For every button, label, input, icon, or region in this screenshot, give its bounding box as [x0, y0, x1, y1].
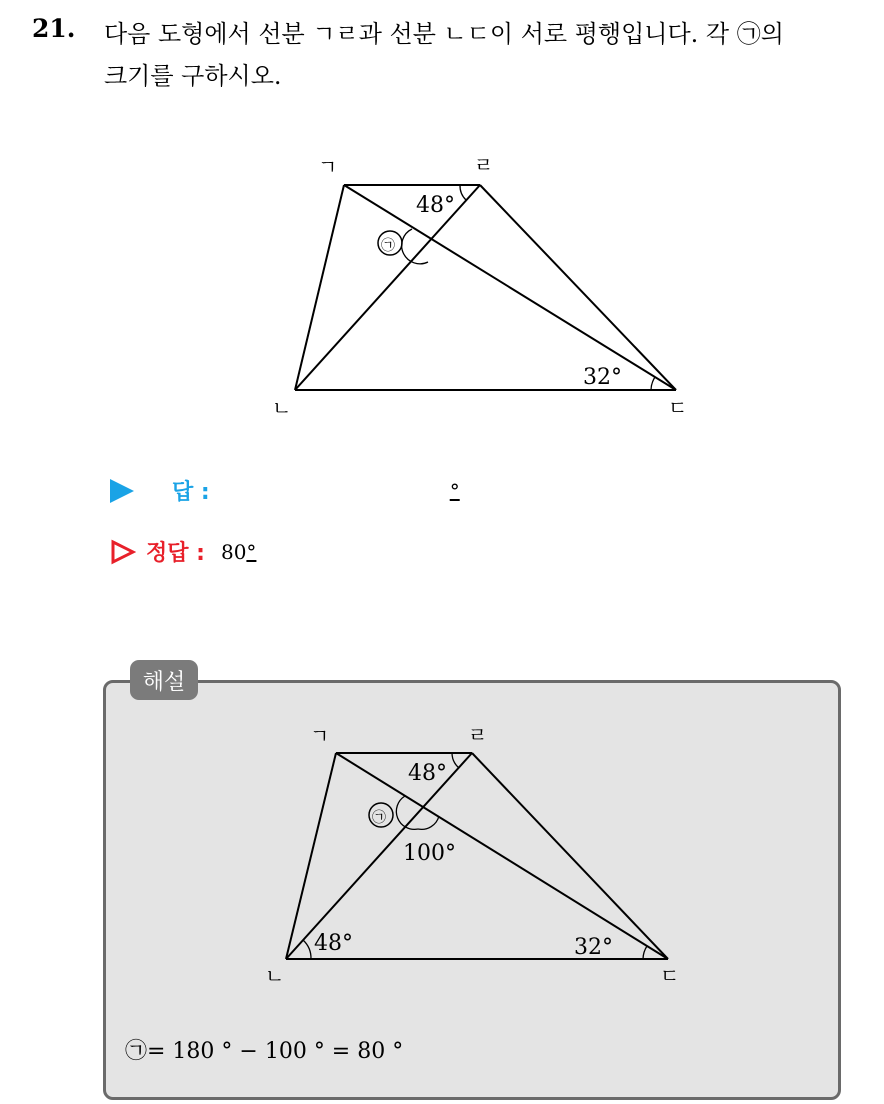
answer-unit: °: [449, 478, 460, 503]
sol-edge-g-n: [286, 753, 336, 959]
question-number: 21.: [32, 14, 76, 43]
angle-label-32: 32°: [583, 365, 622, 390]
sol-angle-label-100: 100°: [403, 841, 456, 866]
solution-tag: 해설: [130, 660, 198, 700]
angle-label-unknown: ㉠: [381, 238, 395, 254]
sol-angle-arc-32: [643, 946, 647, 959]
angle-label-48: 48°: [416, 193, 455, 218]
vertex-label-g: ㄱ: [318, 155, 338, 179]
correct-answer-label: 정답 :: [146, 541, 205, 566]
answer-label: 답 :: [172, 480, 210, 505]
sol-angle-arc-48-top: [452, 753, 459, 768]
sol-angle-label-48-top: 48°: [408, 761, 447, 786]
vertex-label-d: ㄷ: [668, 396, 688, 420]
sol-angle-label-unknown: ㉠: [372, 810, 386, 826]
sol-vertex-label-g: ㄱ: [310, 724, 330, 748]
sol-vertex-label-n: ㄴ: [265, 964, 285, 988]
sol-angle-arc-48-bottom: [303, 940, 311, 959]
vertex-label-r: ㄹ: [474, 153, 494, 177]
sol-angle-label-48-bottom: 48°: [314, 931, 353, 956]
sol-angle-arc-100: [418, 816, 439, 829]
question-text-line-2: 크기를 구하시오.: [104, 62, 282, 90]
question-text-line-1: 다음 도형에서 선분 ㄱㄹ과 선분 ㄴㄷ이 서로 평행입니다. 각 ㉠의: [104, 20, 784, 48]
sol-vertex-label-r: ㄹ: [468, 723, 488, 747]
sol-angle-label-32: 32°: [574, 935, 613, 960]
correct-answer-value: 80: [220, 539, 247, 564]
sol-vertex-label-d: ㄷ: [660, 964, 680, 988]
vertex-label-n: ㄴ: [272, 396, 292, 420]
correct-answer-unit: °: [246, 539, 257, 564]
solution-equation: ㉠= 180 ° − 100 ° = 80 °: [125, 1039, 404, 1064]
